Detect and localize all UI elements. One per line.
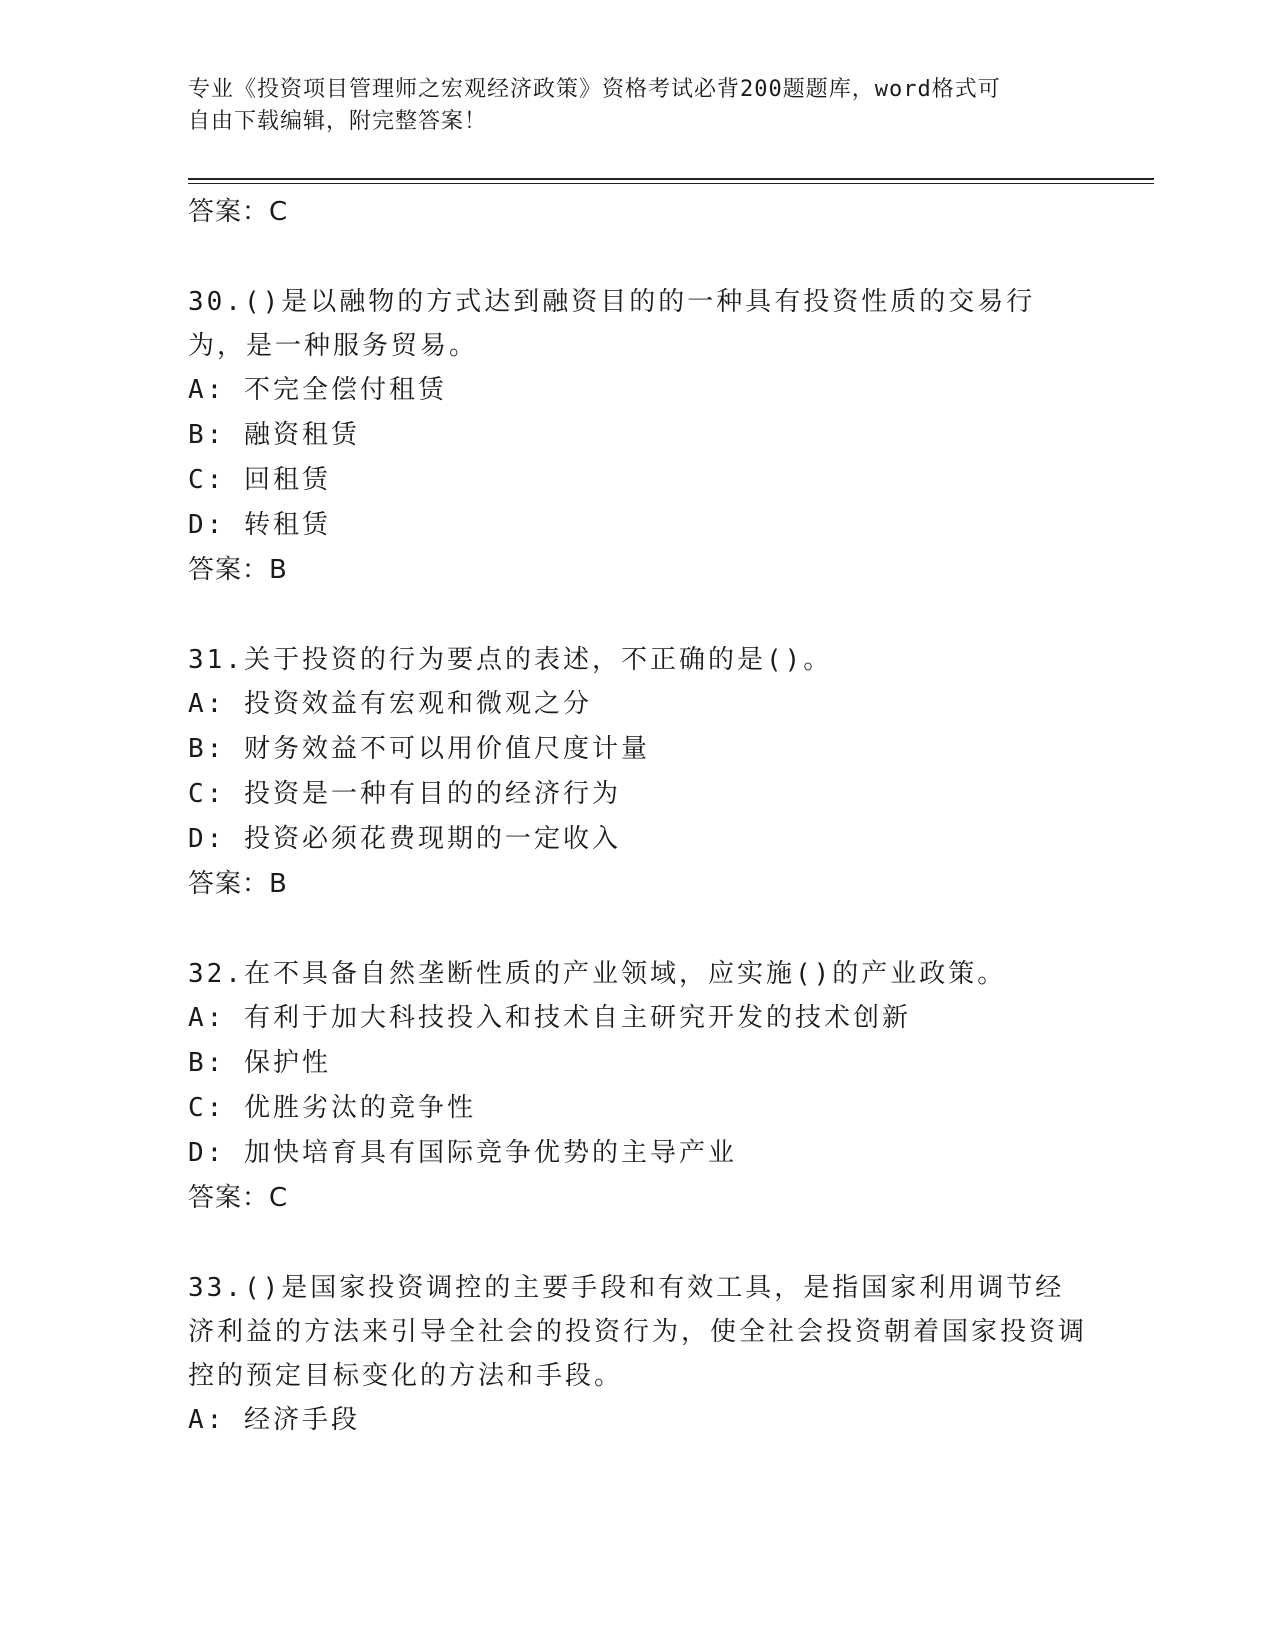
answer-line: 答案：C (188, 1183, 289, 1213)
question-block (188, 952, 1088, 1220)
option-a: A: 经济手段 (188, 1405, 360, 1435)
option-d: D: 转租赁 (188, 510, 331, 540)
question-text: 31.关于投资的行为要点的表述，不正确的是()。 (188, 645, 833, 675)
option-d: D: 加快培育具有国际竞争优势的主导产业 (188, 1138, 737, 1168)
question-list (188, 190, 1088, 1489)
option-b: B: 融资租赁 (188, 420, 360, 450)
header-line-1: 专业《投资项目管理师之宏观经济政策》资格考试必背200题题库，word格式可 (188, 77, 1001, 102)
option-a: A: 投资效益有宏观和微观之分 (188, 689, 592, 719)
option-a: A: 有利于加大科技投入和技术自主研究开发的技术创新 (188, 1003, 911, 1033)
option-b: B: 财务效益不可以用价值尺度计量 (188, 734, 650, 764)
answer-line: 答案：C (188, 197, 289, 227)
document-header (188, 74, 1068, 138)
question-block (188, 280, 1088, 592)
answer-line: 答案：B (188, 555, 288, 585)
question-text: 32.在不具备自然垄断性质的产业领域，应实施()的产业政策。 (188, 959, 1007, 989)
question-block (188, 1266, 1088, 1443)
header-rule-thin (188, 183, 1154, 184)
option-b: B: 保护性 (188, 1048, 331, 1078)
option-c: C: 投资是一种有目的的经济行为 (188, 779, 621, 809)
header-rule-thick (188, 178, 1154, 180)
question-block (188, 638, 1088, 906)
option-c: C: 优胜劣汰的竞争性 (188, 1093, 476, 1123)
option-d: D: 投资必须花费现期的一定收入 (188, 824, 621, 854)
option-c: C: 回租赁 (188, 465, 331, 495)
option-a: A: 不完全偿付租赁 (188, 375, 447, 405)
question-text: 30.()是以融物的方式达到融资目的的一种具有投资性质的交易行为，是一种服务贸易。 (188, 287, 1036, 361)
question-text: 33.()是国家投资调控的主要手段和有效工具，是指国家利用调节经济利益的方法来引导全社会的投资行为，使全社会投资朝着国家投资调控的预定目标变化的方法和手段。 (188, 1273, 1088, 1391)
header-line-2: 自由下载编辑，附完整答案！ (188, 109, 488, 134)
answer-line: 答案：B (188, 869, 288, 899)
